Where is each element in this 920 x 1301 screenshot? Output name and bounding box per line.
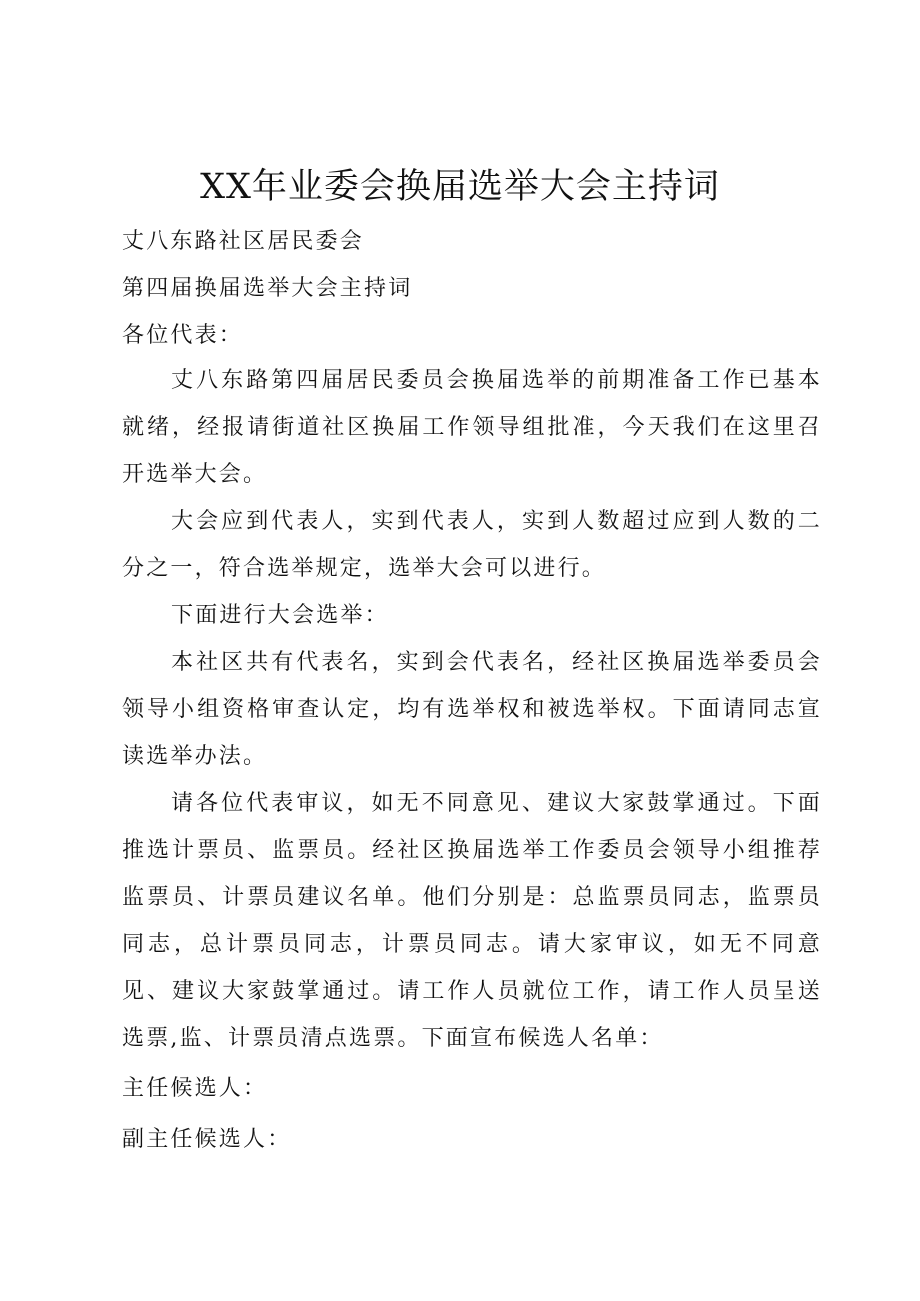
paragraph: 大会应到代表人，实到代表人，实到人数超过应到人数的二分之一，符合选举规定，选举大会可以进行。 <box>122 509 822 581</box>
paragraph: 请各位代表审议，如无不同意见、建议大家鼓掌通过。下面推选计票员、监票员。经社区换届选举工作委员会领导小组推荐监票员、计票员建议名单。他们分别是：总监票员同志，监票员同志，总计票员同志，计票员同志。请大家审议，如无不同意见、建议大家鼓掌通过。请工作人员就位工作，请工作人员呈送选票,监、计票员清点选票。下面宣布候选人名单： <box>122 791 822 1051</box>
org-line: 丈八东路社区居民委会 <box>122 229 365 254</box>
candidate-line-deputy: 副主任候选人： <box>122 1127 292 1152</box>
document-title: XX年业委会换届选举大会主持词 <box>200 167 720 207</box>
subtitle-line: 第四届换届选举大会主持词 <box>122 276 413 301</box>
salutation: 各位代表： <box>122 323 244 348</box>
candidate-line-director: 主任候选人： <box>122 1076 268 1101</box>
paragraph: 丈八东路第四届居民委员会换届选举的前期准备工作已基本就绪，经报请街道社区换届工作领导组批准，今天我们在这里召开选举大会。 <box>122 368 822 487</box>
paragraph: 本社区共有代表名，实到会代表名，经社区换届选举委员会领导小组资格审查认定，均有选举权和被选举权。下面请同志宣读选举办法。 <box>122 650 822 769</box>
paragraph: 下面进行大会选举： <box>171 603 389 628</box>
